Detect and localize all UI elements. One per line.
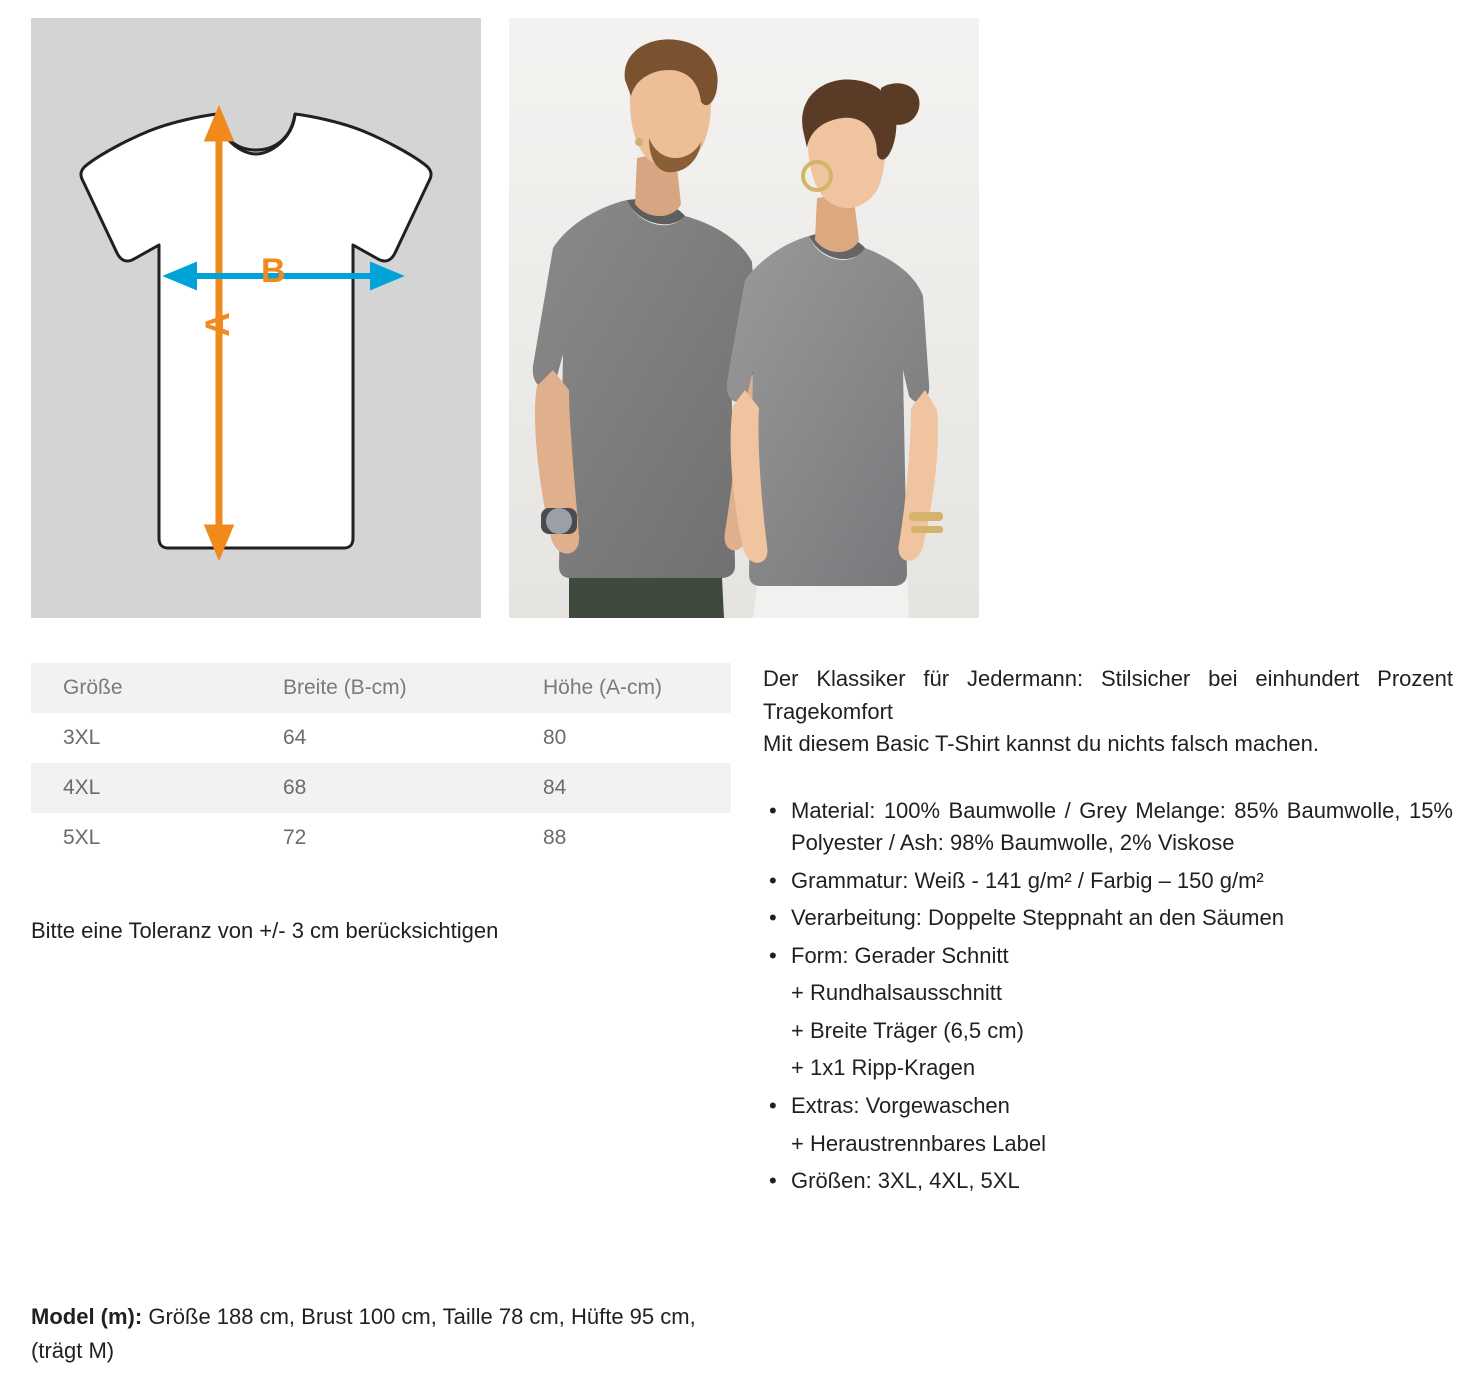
table-header-row — [31, 663, 731, 713]
spec-list — [763, 795, 1453, 1198]
cell-size: 3XL — [63, 726, 101, 749]
list-item — [763, 1128, 1453, 1161]
tolerance-note: Bitte eine Toleranz von +/- 3 cm berücksichtigen — [31, 918, 499, 943]
model-note-label: Model (m): — [31, 1304, 143, 1329]
cell-width: 68 — [283, 776, 307, 799]
model-measurements-note — [31, 1300, 731, 1368]
column-header-size: Größe — [31, 663, 251, 713]
list-item — [763, 1165, 1453, 1198]
cell-width: 64 — [283, 726, 307, 749]
cell-height: 84 — [543, 776, 567, 799]
cell-size: 4XL — [63, 776, 101, 799]
diagram-label-a: A — [198, 312, 237, 337]
list-item — [763, 1090, 1453, 1123]
product-images-row — [0, 0, 1480, 640]
spec-text: Extras: Vorgewaschen — [791, 1093, 1010, 1119]
measurement-diagram-panel — [31, 18, 481, 618]
spec-text: + Rundhalsausschnitt — [791, 980, 1002, 1006]
spec-text: Grammatur: Weiß - 141 g/m² / Farbig – 150 g/m² — [791, 867, 1264, 893]
bullet-marker: • — [769, 1093, 777, 1119]
list-item — [763, 1015, 1453, 1048]
bullet-marker: • — [769, 797, 777, 823]
spec-text: Form: Gerader Schnitt — [791, 942, 1009, 968]
product-description — [763, 663, 1453, 1203]
model-note-text: Größe 188 cm, Brust 100 cm, Taille 78 cm, Hüfte 95 cm, (trägt M) — [31, 1304, 696, 1364]
spec-text: Größen: 3XL, 4XL, 5XL — [791, 1168, 1020, 1194]
list-item — [763, 977, 1453, 1010]
list-item — [763, 940, 1453, 973]
models-photo-illustration — [509, 18, 979, 618]
size-chart-table — [31, 663, 731, 863]
table-row — [31, 713, 731, 763]
models-photo — [509, 18, 979, 618]
cell-width: 72 — [283, 826, 307, 849]
cell-height: 80 — [543, 726, 567, 749]
tshirt-outline-icon — [31, 18, 481, 618]
table-row — [31, 813, 731, 863]
spec-text: + Breite Träger (6,5 cm) — [791, 1017, 1024, 1043]
column-header-height: Höhe (A-cm) — [511, 663, 731, 713]
list-item — [763, 902, 1453, 935]
bullet-marker: • — [769, 1168, 777, 1194]
table-row — [31, 763, 731, 813]
list-item — [763, 795, 1453, 860]
spec-text: Material: 100% Baumwolle / Grey Melange: 85% Baumwolle, 15% Polyester / Ash: 98% Baumwolle, 2% Viskose — [791, 797, 1453, 856]
diagram-label-b: B — [261, 252, 286, 290]
bullet-marker: • — [769, 867, 777, 893]
bullet-marker: • — [769, 942, 777, 968]
bullet-marker: • — [769, 905, 777, 931]
spec-text: Verarbeitung: Doppelte Steppnaht an den Säumen — [791, 905, 1284, 931]
spec-text: + 1x1 Ripp-Kragen — [791, 1055, 976, 1081]
description-line-2: Mit diesem Basic T-Shirt kannst du nichts falsch machen. — [763, 731, 1319, 757]
list-item — [763, 865, 1453, 898]
description-line-1: Der Klassiker für Jedermann: Stilsicher bei einhundert Prozent Tragekomfort — [763, 666, 1453, 724]
column-header-width: Breite (B-cm) — [251, 663, 511, 713]
list-item — [763, 1052, 1453, 1085]
cell-height: 88 — [543, 826, 567, 849]
cell-size: 5XL — [63, 826, 101, 849]
spec-text: + Heraustrennbares Label — [791, 1130, 1046, 1156]
